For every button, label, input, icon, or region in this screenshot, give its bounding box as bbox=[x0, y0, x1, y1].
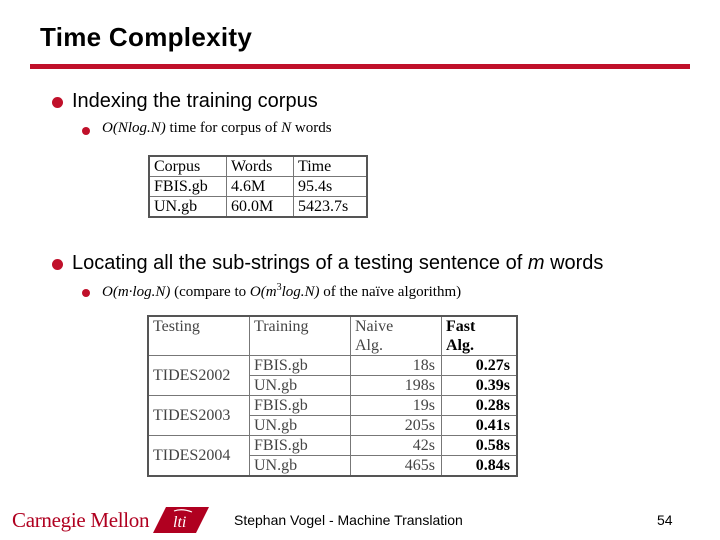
cell-training: FBIS.gb bbox=[250, 436, 351, 456]
bullet-icon bbox=[52, 259, 63, 270]
header-testing: Testing bbox=[148, 316, 250, 356]
cell-time: 5423.7s bbox=[294, 197, 368, 218]
cell-testing: TIDES2003 bbox=[148, 396, 250, 436]
cell-fast: 0.58s bbox=[442, 436, 518, 456]
table-header-row bbox=[148, 316, 517, 356]
header-fast bbox=[442, 316, 518, 356]
cell-testing: TIDES2004 bbox=[148, 436, 250, 477]
slide-title: Time Complexity bbox=[40, 22, 253, 52]
table-header-row bbox=[149, 156, 367, 177]
cell-naive: 198s bbox=[351, 376, 442, 396]
cell-training: UN.gb bbox=[250, 376, 351, 396]
header-naive bbox=[351, 316, 442, 356]
lti-logo-text: lti bbox=[173, 514, 187, 531]
title-divider bbox=[30, 64, 690, 69]
cell-naive: 18s bbox=[351, 356, 442, 376]
sub-text-end: words bbox=[291, 120, 332, 136]
sub-bullet-indexing bbox=[102, 120, 332, 137]
naive-expr-sup: 3 bbox=[276, 282, 282, 293]
naive-expr-a: O(m bbox=[249, 284, 277, 300]
cell-training: UN.gb bbox=[250, 456, 351, 477]
corpus-table bbox=[148, 155, 368, 218]
bullet-locating-post: words bbox=[544, 252, 604, 274]
header-naive-l2: Alg. bbox=[355, 337, 383, 354]
sub-bullet-icon bbox=[82, 127, 90, 135]
cell-naive: 205s bbox=[351, 416, 442, 436]
bullet-icon bbox=[52, 97, 63, 108]
sub-bullet-icon bbox=[82, 289, 90, 297]
lti-logo-icon bbox=[152, 505, 210, 535]
header-corpus: Corpus bbox=[149, 156, 227, 177]
header-naive-l1: Naive bbox=[355, 318, 394, 335]
cell-naive: 465s bbox=[351, 456, 442, 477]
bullet-locating bbox=[72, 252, 603, 275]
cell-testing: TIDES2002 bbox=[148, 356, 250, 396]
naive-expr-b: log.N) bbox=[281, 284, 320, 300]
cell-fast: 0.27s bbox=[442, 356, 518, 376]
var-m: m bbox=[527, 252, 545, 274]
timing-table bbox=[147, 315, 518, 477]
sub-text: time for corpus of bbox=[165, 120, 282, 136]
table-row bbox=[149, 177, 367, 197]
cell-training: FBIS.gb bbox=[250, 356, 351, 376]
table-row bbox=[148, 396, 517, 416]
header-fast-l1: Fast bbox=[446, 318, 476, 335]
cell-corpus: UN.gb bbox=[149, 197, 227, 218]
cell-time: 95.4s bbox=[294, 177, 368, 197]
table-row bbox=[148, 436, 517, 456]
complexity-expr: O(Nlog.N) bbox=[102, 120, 166, 136]
bullet-locating-pre: Locating all the sub-strings of a testing sentence of bbox=[72, 252, 528, 274]
sub-text: (compare to bbox=[170, 284, 250, 300]
header-words: Words bbox=[227, 156, 294, 177]
bullet-indexing: Indexing the training corpus bbox=[72, 90, 318, 112]
cell-fast: 0.84s bbox=[442, 456, 518, 477]
complexity-expr: O(m·log.N) bbox=[102, 284, 171, 300]
cell-fast: 0.39s bbox=[442, 376, 518, 396]
cell-words: 60.0M bbox=[227, 197, 294, 218]
cell-corpus: FBIS.gb bbox=[149, 177, 227, 197]
cell-naive: 19s bbox=[351, 396, 442, 416]
header-fast-l2: Alg. bbox=[446, 337, 474, 354]
var-n: N bbox=[281, 120, 292, 136]
table-row bbox=[149, 197, 367, 218]
cell-fast: 0.28s bbox=[442, 396, 518, 416]
cell-training: UN.gb bbox=[250, 416, 351, 436]
footer-text: Stephan Vogel - Machine Translation bbox=[234, 512, 463, 528]
sub-text-end: of the naïve algorithm) bbox=[319, 284, 462, 300]
cell-words: 4.6M bbox=[227, 177, 294, 197]
cell-naive: 42s bbox=[351, 436, 442, 456]
page-number: 54 bbox=[657, 512, 673, 528]
table-row bbox=[148, 356, 517, 376]
sub-bullet-locating bbox=[102, 282, 461, 301]
cmu-logo: Carnegie Mellon bbox=[12, 508, 150, 532]
header-time: Time bbox=[294, 156, 368, 177]
cell-training: FBIS.gb bbox=[250, 396, 351, 416]
cell-fast: 0.41s bbox=[442, 416, 518, 436]
header-training: Training bbox=[250, 316, 351, 356]
